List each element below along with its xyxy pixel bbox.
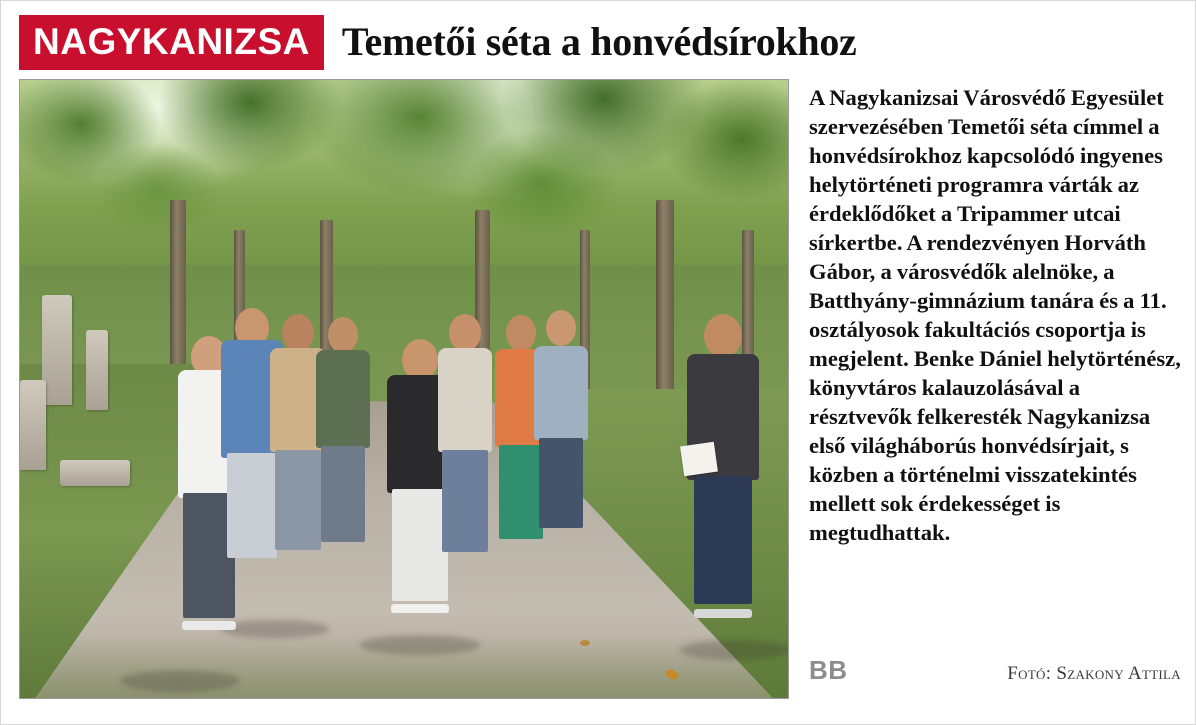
fallen-leaf (580, 640, 590, 646)
person-figure (530, 278, 592, 558)
article-photo (19, 79, 789, 699)
article-credits (809, 655, 1181, 686)
person-figure (312, 278, 374, 578)
section-kicker: NAGYKANIZSA (19, 15, 324, 70)
page-title: Temetői séta a honvédsírokhoz (341, 19, 857, 64)
photo-scene (20, 80, 788, 698)
author-initials: BB (809, 655, 848, 685)
photo-credit: Fotó: Szakony Attila (1007, 663, 1181, 684)
gravestone (60, 460, 130, 486)
gravestone (20, 380, 46, 470)
paper-sheet (680, 442, 718, 476)
article-body-text: A Nagykanizsai Városvédő Egyesület szervezésében Temetői séta címmel a honvédsírokhoz kapcsolódó ingyenes helytörténeti programra várták az érdeklődőket a Tripammer utcai sírkertbe. A rendezvényen Horváth Gábor, a városvédők alelnöke, a Batthyány-gimnázium tanára és a 11. osztályosok fakultációs csoportja is megjelent. Benke Dániel helytörténész, könyvtáros kalauzolásával a résztvevők felkeresték Nagykanizsa első világháborús honvédsírjait, s közben a történelmi visszatekintés mellett sok érdekességet is megtudhattak. (809, 85, 1181, 546)
article-header (19, 15, 1177, 69)
person-figure (432, 280, 498, 590)
gravestone (86, 330, 108, 410)
guide-person-figure (680, 270, 766, 670)
article-body (809, 83, 1181, 548)
gravestone (42, 295, 72, 405)
